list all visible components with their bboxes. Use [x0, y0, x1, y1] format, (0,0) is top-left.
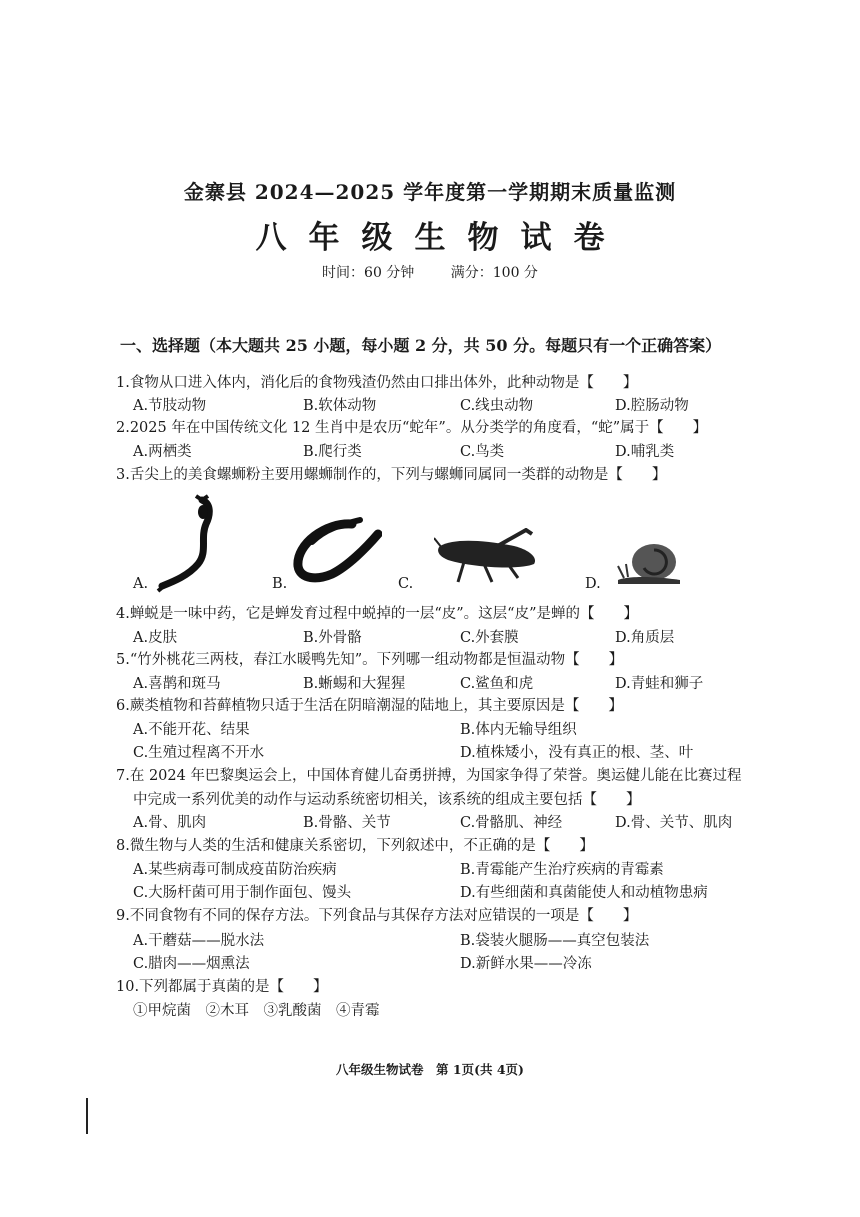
question-3-stem: 3.舌尖上的美食螺蛳粉主要用螺蛳制作的，下列与螺蛳同属同一类群的动物是【 】: [116, 467, 667, 483]
question-4-stem: 4.蝉蜕是一味中药，它是蝉发育过程中蜕掉的一层“皮”。这层“皮”是蝉的【 】: [116, 606, 638, 622]
q7-option-b: B.骨骼、关节: [303, 815, 391, 831]
q6-option-c: C.生殖过程离不开水: [133, 745, 265, 761]
question-2-stem: 2.2025 年在中国传统文化 12 生肖中是农历“蛇年”。从分类学的角度看，“蛇”属于【 】: [116, 420, 708, 436]
q4-option-a: A.皮肤: [133, 630, 178, 646]
q9-option-d: D.新鲜水果——冷冻: [460, 956, 592, 972]
q3-option-d: D.: [585, 576, 601, 592]
scan-mark: [86, 1098, 88, 1134]
question-5-stem: 5.“竹外桃花三两枝，春江水暖鸭先知”。下列哪一组动物都是恒温动物【 】: [116, 652, 624, 668]
exam-title: 八年级生物试卷: [255, 220, 627, 256]
section-heading: 一、选择题（本大题共 25 小题，每小题 2 分，共 50 分。每题只有一个正确答案）: [120, 336, 722, 355]
question-8-stem: 8.微生物与人类的生活和健康关系密切，下列叙述中，不正确的是【 】: [116, 838, 594, 854]
q8-option-b: B.青霉能产生治疗疾病的青霉素: [460, 862, 664, 878]
q2-option-b: B.爬行类: [303, 444, 362, 460]
question-7-stem: 7.在 2024 年巴黎奥运会上，中国体育健儿奋勇拼搏，为国家争得了荣誉。奥运健儿能在比赛过程: [116, 768, 742, 784]
q1-option-b: B.软体动物: [303, 398, 377, 414]
question-6-stem: 6.蕨类植物和苔藓植物只适于生活在阴暗潮湿的陆地上，其主要原因是【 】: [116, 698, 623, 714]
page-footer: 八年级生物试卷 第 1页(共 4页): [336, 1062, 524, 1077]
exam-meta: [0, 262, 860, 282]
q3-option-c: C.: [398, 576, 414, 592]
q9-option-a: A.干蘑菇——脱水法: [133, 933, 265, 949]
question-7-stem-cont: 中完成一系列优美的动作与运动系统密切相关，该系统的组成主要包括【 】: [133, 792, 641, 808]
scorpion-icon: [150, 494, 230, 594]
question-9-stem: 9.不同食物有不同的保存方法。下列食品与其保存方法对应错误的一项是【 】: [116, 908, 638, 924]
q6-option-d: D.植株矮小，没有真正的根、茎、叶: [460, 745, 694, 761]
exam-time: 时间：60 分钟: [322, 265, 415, 281]
exam-score: 满分：100 分: [450, 265, 538, 281]
q2-option-d: D.哺乳类: [615, 444, 675, 460]
q4-option-d: D.角质层: [615, 630, 675, 646]
snail-icon: [614, 540, 684, 586]
q2-option-c: C.鸟类: [460, 444, 505, 460]
q5-option-a: A.喜鹊和斑马: [133, 676, 221, 692]
q1-option-d: D.腔肠动物: [615, 398, 689, 414]
q7-option-d: D.骨、关节、肌肉: [615, 815, 733, 831]
q10-items: ①甲烷菌 ②木耳 ③乳酸菌 ④青霉: [133, 1003, 380, 1019]
q7-option-a: A.骨、肌肉: [133, 815, 207, 831]
q7-option-c: C.骨骼肌、神经: [460, 815, 563, 831]
exam-header-line1: 金寨县 2024—2025 学年度第一学期期末质量监测: [183, 180, 677, 204]
q5-option-c: C.鲨鱼和虎: [460, 676, 534, 692]
q8-option-d: D.有些细菌和真菌能使人和动植物患病: [460, 885, 708, 901]
question-1-stem: 1.食物从口进入体内，消化后的食物残渣仍然由口排出体外，此种动物是【 】: [116, 375, 638, 391]
q8-option-a: A.某些病毒可制成疫苗防治疾病: [133, 862, 337, 878]
q9-option-c: C.腊肉——烟熏法: [133, 956, 250, 972]
q8-option-c: C.大肠杆菌可用于制作面包、馒头: [133, 885, 352, 901]
grasshopper-icon: [434, 528, 546, 586]
q5-option-b: B.蜥蜴和大猩猩: [303, 676, 406, 692]
q5-option-d: D.青蛙和狮子: [615, 676, 704, 692]
leech-icon: [286, 514, 382, 586]
q1-option-a: A.节肢动物: [133, 398, 207, 414]
q4-option-c: C.外套膜: [460, 630, 519, 646]
question-10-stem: 10.下列都属于真菌的是【 】: [116, 979, 328, 995]
q2-option-a: A.两栖类: [133, 444, 192, 460]
q4-option-b: B.外骨骼: [303, 630, 362, 646]
q1-option-c: C.线虫动物: [460, 398, 534, 414]
q9-option-b: B.袋装火腿肠——真空包装法: [460, 933, 650, 949]
q6-option-b: B.体内无输导组织: [460, 722, 577, 738]
q3-option-a: A.: [133, 576, 149, 592]
q6-option-a: A.不能开花、结果: [133, 722, 250, 738]
q3-option-b: B.: [272, 576, 288, 592]
